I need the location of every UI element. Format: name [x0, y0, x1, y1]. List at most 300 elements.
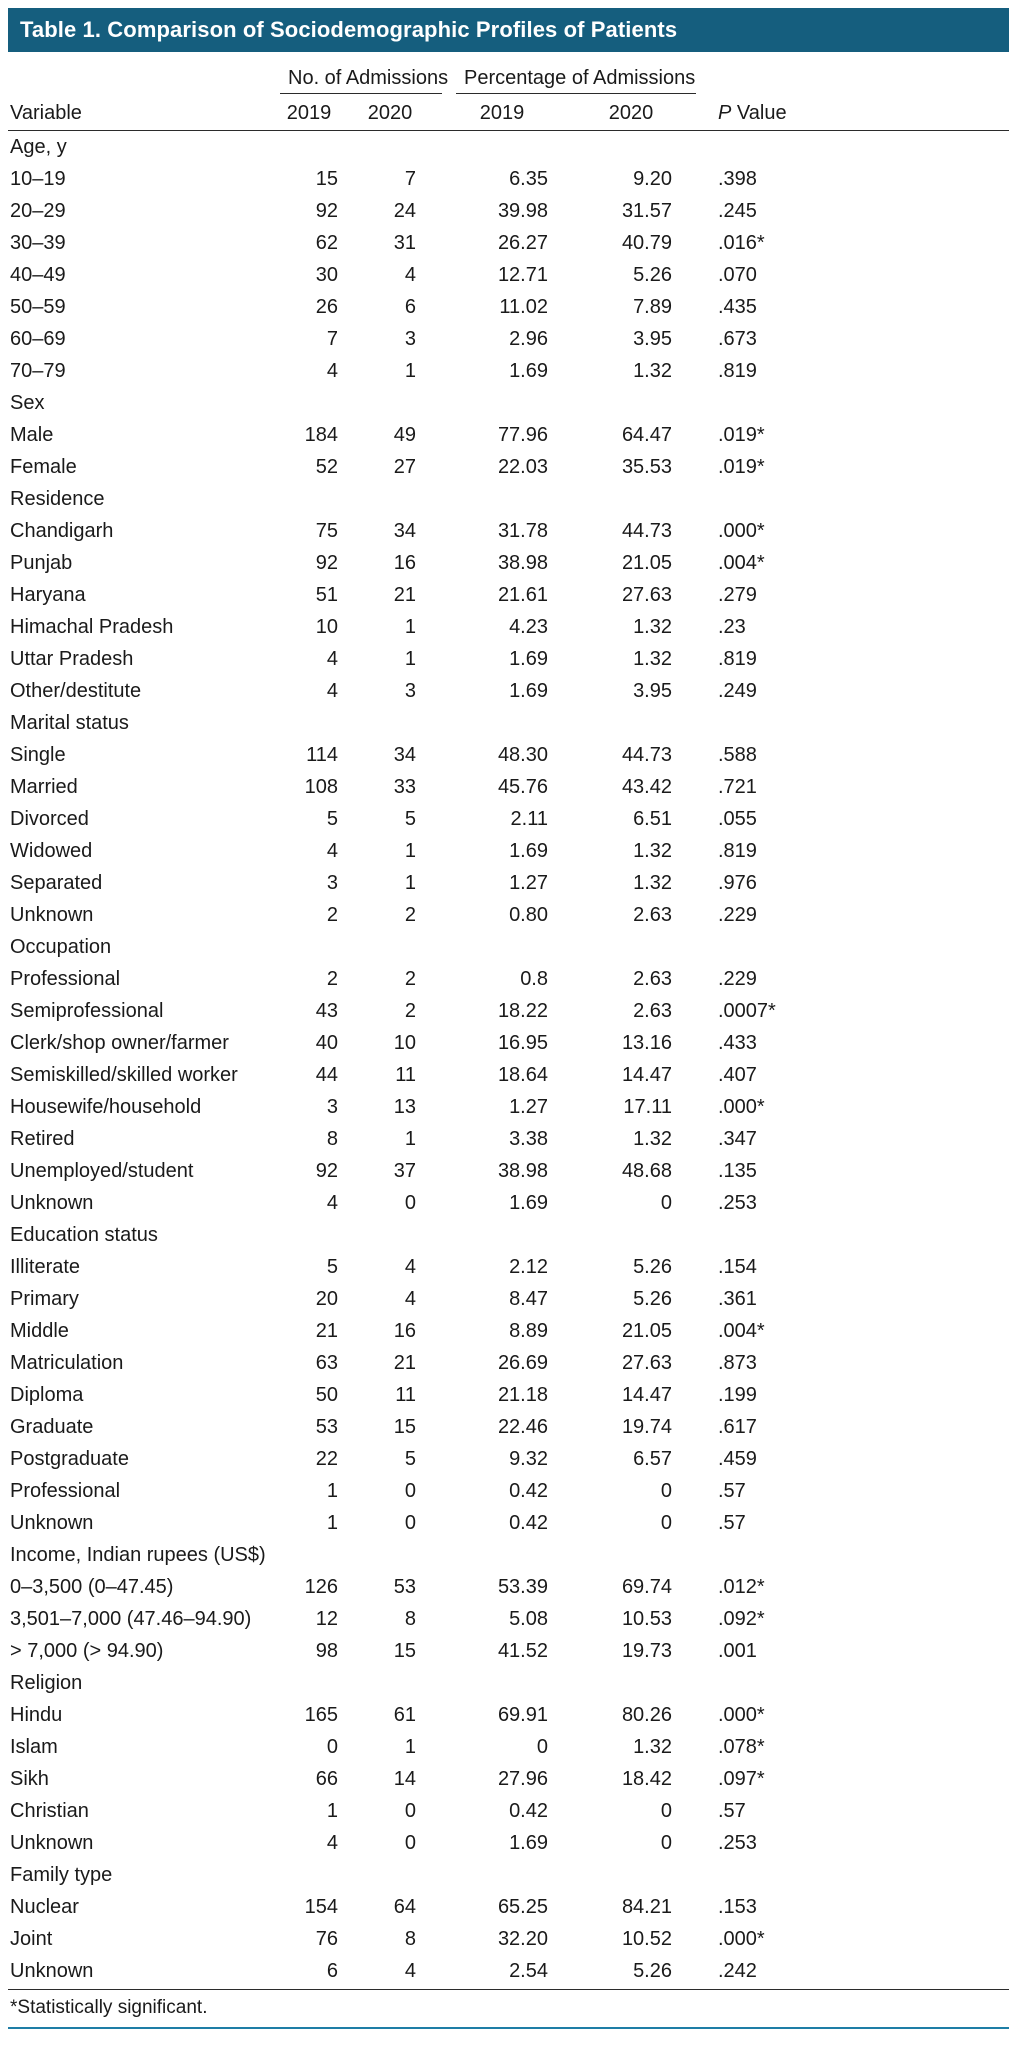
- cell-pct-2020: 1.32: [633, 1128, 672, 1150]
- section-label: Marital status: [10, 712, 129, 734]
- cell-adm-2019: 66: [315, 1768, 338, 1790]
- row-label: Widowed: [10, 840, 93, 862]
- cell-pct-2019: 2.11: [510, 808, 548, 830]
- cell-adm-2020: 53: [393, 1576, 416, 1598]
- cell-pct-2019: 26.27: [497, 232, 548, 254]
- cell-adm-2019: 40: [315, 1032, 338, 1054]
- cell-adm-2019: 53: [315, 1416, 338, 1438]
- table-row: [8, 611, 1009, 643]
- cell-adm-2020: 5: [404, 808, 416, 830]
- row-label: Haryana: [10, 584, 86, 606]
- cell-p-value: .253: [718, 1192, 757, 1214]
- table-row: [8, 1027, 1009, 1059]
- cell-p-value: .000*: [718, 1096, 765, 1118]
- section-label: Income, Indian rupees (US$): [10, 1544, 266, 1566]
- cell-pct-2020: 18.42: [621, 1768, 672, 1790]
- row-label: Graduate: [10, 1416, 94, 1438]
- cell-pct-2019: 2.96: [509, 328, 548, 350]
- cell-pct-2020: 0: [660, 1800, 672, 1822]
- row-label: Housewife/household: [10, 1096, 202, 1118]
- cell-p-value: .070: [718, 264, 757, 286]
- cell-pct-2019: 8.47: [509, 1288, 548, 1310]
- section-header-row: [8, 387, 1009, 419]
- cell-pct-2019: 9.32: [509, 1448, 548, 1470]
- cell-adm-2020: 3: [404, 680, 416, 702]
- cell-adm-2020: 34: [393, 744, 416, 766]
- cell-adm-2019: 43: [315, 1000, 338, 1022]
- table-title-bar: [8, 8, 1009, 52]
- cell-pct-2020: 27.63: [621, 1352, 672, 1374]
- cell-adm-2020: 3: [404, 328, 416, 350]
- cell-pct-2019: 18.64: [497, 1064, 548, 1086]
- section-header-row: [8, 931, 1009, 963]
- cell-pct-2020: 2.63: [633, 968, 672, 990]
- table-row: [8, 771, 1009, 803]
- cell-pct-2019: 53.39: [497, 1576, 548, 1598]
- table-row: [8, 515, 1009, 547]
- cell-p-value: .000*: [718, 520, 765, 542]
- row-label: Unknown: [10, 1512, 94, 1534]
- table-row: [8, 1603, 1009, 1635]
- cell-p-value: .019*: [718, 424, 765, 446]
- cell-p-value: .019*: [718, 456, 765, 478]
- cell-adm-2020: 15: [393, 1640, 416, 1662]
- table-row: [8, 1059, 1009, 1091]
- row-label: 40–49: [10, 264, 66, 286]
- cell-pct-2020: 48.68: [621, 1160, 672, 1182]
- section-header-row: [8, 1539, 1009, 1571]
- cell-pct-2019: 39.98: [497, 200, 548, 222]
- row-label: Unknown: [10, 1960, 94, 1982]
- cell-adm-2019: 4: [326, 648, 338, 670]
- table-row: [8, 1891, 1009, 1923]
- p-value-rest: Value: [736, 102, 787, 124]
- cell-adm-2019: 4: [326, 840, 338, 862]
- cell-pct-2020: 35.53: [621, 456, 672, 478]
- cell-adm-2019: 1: [326, 1800, 338, 1822]
- cell-pct-2019: 1.69: [509, 1192, 548, 1214]
- row-label: 30–39: [10, 232, 66, 254]
- row-label: Joint: [10, 1928, 53, 1950]
- cell-p-value: .092*: [718, 1608, 765, 1630]
- cell-adm-2020: 1: [404, 1128, 416, 1150]
- cell-adm-2020: 15: [393, 1416, 416, 1438]
- cell-adm-2020: 1: [404, 840, 416, 862]
- cell-pct-2019: 26.69: [497, 1352, 548, 1374]
- table-row: [8, 451, 1009, 483]
- section-label: Religion: [10, 1672, 83, 1694]
- row-label: Uttar Pradesh: [10, 648, 134, 670]
- cell-adm-2019: 4: [326, 1832, 338, 1854]
- table-body: [8, 131, 1009, 1987]
- cell-adm-2019: 5: [326, 1256, 338, 1278]
- cell-p-value: .588: [718, 744, 757, 766]
- cell-pct-2020: 13.16: [621, 1032, 672, 1054]
- cell-p-value: .153: [718, 1896, 757, 1918]
- cell-pct-2019: 0: [536, 1736, 548, 1758]
- cell-adm-2020: 1: [404, 360, 416, 382]
- section-label: Occupation: [10, 936, 112, 958]
- cell-adm-2020: 4: [404, 264, 416, 286]
- cell-pct-2019: 3.38: [509, 1128, 548, 1150]
- row-label: 50–59: [10, 296, 66, 318]
- table-row: [8, 323, 1009, 355]
- cell-pct-2020: 1.32: [633, 648, 672, 670]
- cell-pct-2019: 4.23: [509, 616, 548, 638]
- table-title: Table 1. Comparison of Sociodemographic Profiles of Patients: [20, 17, 678, 42]
- cell-adm-2020: 4: [404, 1256, 416, 1278]
- cell-adm-2019: 1: [326, 1512, 338, 1534]
- row-label: 20–29: [10, 200, 66, 222]
- cell-adm-2019: 92: [315, 1160, 338, 1182]
- cell-adm-2019: 63: [315, 1352, 338, 1374]
- cell-pct-2020: 44.73: [621, 744, 672, 766]
- cell-pct-2019: 12.71: [497, 264, 548, 286]
- cell-pct-2020: 0: [660, 1832, 672, 1854]
- table-row: [8, 675, 1009, 707]
- cell-pct-2020: 2.63: [633, 904, 672, 926]
- table-row: [8, 1123, 1009, 1155]
- cell-pct-2019: 0.42: [509, 1480, 548, 1502]
- cell-adm-2019: 2: [326, 968, 338, 990]
- cell-adm-2019: 92: [315, 200, 338, 222]
- table-row: [8, 803, 1009, 835]
- cell-adm-2019: 76: [315, 1928, 338, 1950]
- cell-adm-2019: 126: [304, 1576, 338, 1598]
- cell-adm-2019: 15: [315, 168, 338, 190]
- table-row: [8, 1699, 1009, 1731]
- table-row: [8, 195, 1009, 227]
- cell-adm-2019: 1: [326, 1480, 338, 1502]
- table-row: [8, 963, 1009, 995]
- cell-pct-2020: 7.89: [633, 296, 672, 318]
- cell-pct-2020: 69.74: [621, 1576, 672, 1598]
- cell-pct-2019: 1.27: [509, 872, 548, 894]
- cell-adm-2019: 10: [315, 616, 338, 638]
- table-row: [8, 1187, 1009, 1219]
- table-row: [8, 995, 1009, 1027]
- table-row: [8, 739, 1009, 771]
- column-group-header-row: [8, 62, 1009, 94]
- cell-adm-2020: 27: [393, 456, 416, 478]
- cell-pct-2019: 5.08: [509, 1608, 548, 1630]
- cell-pct-2019: 0.8: [520, 968, 548, 990]
- row-label: Divorced: [10, 808, 89, 830]
- cell-adm-2019: 52: [315, 456, 338, 478]
- table-row: [8, 1827, 1009, 1859]
- cell-adm-2020: 4: [404, 1288, 416, 1310]
- row-label: Middle: [10, 1320, 69, 1342]
- cell-pct-2019: 1.69: [509, 648, 548, 670]
- row-label: Married: [10, 776, 78, 798]
- cell-adm-2020: 21: [393, 584, 416, 606]
- section-label: Education status: [10, 1224, 158, 1246]
- cell-adm-2019: 0: [326, 1736, 338, 1758]
- table-row: [8, 547, 1009, 579]
- cell-adm-2020: 0: [404, 1800, 416, 1822]
- table-row: [8, 1155, 1009, 1187]
- cell-adm-2019: 108: [304, 776, 338, 798]
- cell-p-value: .135: [718, 1160, 757, 1182]
- table-row: [8, 227, 1009, 259]
- section-label: Residence: [10, 488, 105, 510]
- cell-pct-2019: 31.78: [497, 520, 548, 542]
- cell-pct-2019: 1.69: [509, 840, 548, 862]
- table-row: [8, 419, 1009, 451]
- row-label: Chandigarh: [10, 520, 114, 542]
- cell-adm-2020: 2: [404, 1000, 416, 1022]
- cell-adm-2020: 0: [404, 1512, 416, 1534]
- cell-pct-2020: 40.79: [621, 232, 672, 254]
- cell-adm-2020: 61: [393, 1704, 416, 1726]
- cell-pct-2019: 27.96: [497, 1768, 548, 1790]
- cell-adm-2019: 75: [315, 520, 338, 542]
- cell-pct-2020: 5.26: [633, 1256, 672, 1278]
- table-row: [8, 259, 1009, 291]
- cell-adm-2020: 11: [395, 1064, 416, 1086]
- cell-pct-2020: 10.52: [621, 1928, 672, 1950]
- cell-pct-2019: 11.02: [499, 296, 548, 318]
- section-label: Family type: [10, 1864, 113, 1886]
- cell-pct-2020: 21.05: [621, 1320, 672, 1342]
- cell-adm-2020: 1: [404, 1736, 416, 1758]
- row-label: Semiskilled/skilled worker: [10, 1064, 238, 1086]
- cell-pct-2019: 22.03: [497, 456, 548, 478]
- cell-p-value: .001: [718, 1640, 757, 1662]
- cell-adm-2020: 5: [404, 1448, 416, 1470]
- cell-adm-2019: 22: [315, 1448, 338, 1470]
- row-label: Himachal Pradesh: [10, 616, 174, 638]
- col-header-adm-2019: 2019: [286, 102, 332, 124]
- cell-p-value: .407: [718, 1064, 757, 1086]
- table-row: [8, 1091, 1009, 1123]
- cell-p-value: .57: [718, 1512, 746, 1534]
- cell-p-value: .57: [718, 1480, 746, 1502]
- table-row: [8, 1443, 1009, 1475]
- table-row: [8, 355, 1009, 387]
- table-row: [8, 1315, 1009, 1347]
- cell-pct-2019: 21.61: [497, 584, 548, 606]
- col-header-pct-2019: 2019: [479, 102, 525, 124]
- cell-pct-2019: 1.69: [509, 360, 548, 382]
- table-row: [8, 163, 1009, 195]
- cell-p-value: .249: [718, 680, 757, 702]
- cell-pct-2020: 5.26: [633, 1960, 672, 1982]
- cell-p-value: .459: [718, 1448, 757, 1470]
- cell-adm-2020: 16: [393, 1320, 416, 1342]
- table-row: [8, 1379, 1009, 1411]
- cell-pct-2019: 0.42: [509, 1800, 548, 1822]
- cell-p-value: .229: [718, 904, 757, 926]
- cell-adm-2020: 1: [404, 648, 416, 670]
- section-header-row: [8, 131, 1009, 163]
- cell-adm-2019: 165: [304, 1704, 338, 1726]
- row-label: Postgraduate: [10, 1448, 129, 1470]
- row-label: 60–69: [10, 328, 66, 350]
- row-label: Diploma: [10, 1384, 84, 1406]
- cell-pct-2020: 2.63: [633, 1000, 672, 1022]
- cell-pct-2019: 0.42: [509, 1512, 548, 1534]
- cell-pct-2019: 38.98: [497, 1160, 548, 1182]
- cell-pct-2020: 44.73: [621, 520, 672, 542]
- cell-adm-2019: 4: [326, 680, 338, 702]
- row-label: Unemployed/student: [10, 1160, 194, 1182]
- cell-pct-2019: 38.98: [497, 552, 548, 574]
- cell-pct-2020: 9.20: [633, 168, 672, 190]
- cell-p-value: .245: [718, 200, 757, 222]
- cell-p-value: .253: [718, 1832, 757, 1854]
- row-label: Professional: [10, 968, 121, 990]
- cell-pct-2020: 0: [660, 1512, 672, 1534]
- cell-pct-2019: 48.30: [497, 744, 548, 766]
- cell-adm-2019: 26: [315, 296, 338, 318]
- cell-p-value: .0007*: [718, 1000, 776, 1022]
- cell-p-value: .398: [718, 168, 757, 190]
- cell-pct-2020: 1.32: [633, 1736, 672, 1758]
- cell-adm-2019: 114: [306, 744, 338, 766]
- table-row: [8, 1955, 1009, 1987]
- row-label: Other/destitute: [10, 680, 142, 702]
- cell-pct-2019: 1.27: [509, 1096, 548, 1118]
- cell-p-value: .199: [718, 1384, 757, 1406]
- cell-pct-2020: 21.05: [621, 552, 672, 574]
- table-row: [8, 867, 1009, 899]
- cell-pct-2020: 6.51: [633, 808, 672, 830]
- cell-adm-2019: 184: [304, 424, 338, 446]
- cell-p-value: .055: [718, 808, 757, 830]
- table-row: [8, 1411, 1009, 1443]
- section-label: Sex: [10, 392, 45, 414]
- cell-p-value: .097*: [718, 1768, 765, 1790]
- cell-adm-2020: 49: [393, 424, 416, 446]
- section-header-row: [8, 1859, 1009, 1891]
- cell-pct-2019: 22.46: [497, 1416, 548, 1438]
- cell-pct-2020: 64.47: [621, 424, 672, 446]
- row-label: Semiprofessional: [10, 1000, 164, 1022]
- cell-adm-2020: 0: [404, 1480, 416, 1502]
- cell-pct-2020: 0: [660, 1480, 672, 1502]
- cell-adm-2020: 14: [393, 1768, 416, 1790]
- cell-adm-2019: 98: [315, 1640, 338, 1662]
- cell-adm-2019: 20: [315, 1288, 338, 1310]
- section-header-row: [8, 483, 1009, 515]
- cell-p-value: .000*: [718, 1704, 765, 1726]
- row-label: Illiterate: [10, 1256, 81, 1278]
- cell-p-value: .721: [718, 776, 757, 798]
- table-row: [8, 1923, 1009, 1955]
- cell-p-value: .673: [718, 328, 757, 350]
- cell-adm-2020: 8: [404, 1928, 416, 1950]
- cell-pct-2020: 31.57: [621, 200, 672, 222]
- cell-adm-2019: 6: [326, 1960, 338, 1982]
- cell-p-value: .976: [718, 872, 757, 894]
- cell-pct-2019: 32.20: [497, 1928, 548, 1950]
- cell-adm-2019: 30: [315, 264, 338, 286]
- cell-adm-2020: 2: [404, 968, 416, 990]
- cell-pct-2019: 0.80: [509, 904, 548, 926]
- cell-adm-2020: 24: [393, 200, 416, 222]
- cell-adm-2020: 0: [404, 1192, 416, 1214]
- cell-p-value: .229: [718, 968, 757, 990]
- cell-adm-2020: 2: [404, 904, 416, 926]
- cell-adm-2020: 4: [404, 1960, 416, 1982]
- cell-pct-2019: 21.18: [497, 1384, 548, 1406]
- row-label: Unknown: [10, 904, 94, 926]
- table-row: [8, 1251, 1009, 1283]
- cell-p-value: .435: [718, 296, 757, 318]
- cell-pct-2019: 69.91: [497, 1704, 548, 1726]
- cell-adm-2020: 16: [393, 552, 416, 574]
- row-label: Separated: [10, 872, 103, 894]
- cell-pct-2020: 17.11: [623, 1096, 672, 1118]
- row-label: Nuclear: [10, 1896, 79, 1918]
- col-header-p-value: [710, 102, 1009, 130]
- cell-pct-2019: 77.96: [497, 424, 548, 446]
- row-label: Unknown: [10, 1192, 94, 1214]
- cell-pct-2020: 43.42: [621, 776, 672, 798]
- cell-pct-2020: 3.95: [633, 680, 672, 702]
- cell-p-value: .819: [718, 840, 757, 862]
- row-label: Hindu: [10, 1704, 63, 1726]
- cell-p-value: .23: [718, 616, 746, 638]
- cell-pct-2020: 5.26: [633, 1288, 672, 1310]
- row-label: 3,501–7,000 (47.46–94.90): [10, 1608, 252, 1630]
- table-row: [8, 643, 1009, 675]
- table-row: [8, 1347, 1009, 1379]
- cell-adm-2020: 8: [404, 1608, 416, 1630]
- cell-pct-2020: 1.32: [633, 872, 672, 894]
- cell-pct-2020: 1.32: [633, 360, 672, 382]
- cell-adm-2020: 31: [393, 232, 416, 254]
- cell-p-value: .004*: [718, 1320, 765, 1342]
- row-label: Islam: [10, 1736, 58, 1758]
- cell-adm-2020: 0: [404, 1832, 416, 1854]
- table-bottom-rule: [8, 2027, 1009, 2029]
- cell-adm-2019: 62: [315, 232, 338, 254]
- cell-p-value: .819: [718, 648, 757, 670]
- row-label: Matriculation: [10, 1352, 124, 1374]
- cell-adm-2019: 92: [315, 552, 338, 574]
- row-label: Sikh: [10, 1768, 49, 1790]
- cell-p-value: .279: [718, 584, 757, 606]
- section-header-row: [8, 1667, 1009, 1699]
- cell-pct-2020: 0: [660, 1192, 672, 1214]
- cell-adm-2020: 7: [404, 168, 416, 190]
- cell-adm-2019: 12: [315, 1608, 338, 1630]
- cell-p-value: .57: [718, 1800, 746, 1822]
- cell-p-value: .433: [718, 1032, 757, 1054]
- row-label: 70–79: [10, 360, 66, 382]
- cell-adm-2019: 8: [326, 1128, 338, 1150]
- table-row: [8, 1635, 1009, 1667]
- row-label: Retired: [10, 1128, 75, 1150]
- cell-p-value: .000*: [718, 1928, 765, 1950]
- cell-adm-2020: 21: [393, 1352, 416, 1374]
- cell-pct-2020: 5.26: [633, 264, 672, 286]
- cell-pct-2020: 19.74: [621, 1416, 672, 1438]
- row-label: Punjab: [10, 552, 73, 574]
- cell-p-value: .819: [718, 360, 757, 382]
- cell-adm-2020: 34: [393, 520, 416, 542]
- cell-pct-2020: 10.53: [621, 1608, 672, 1630]
- cell-pct-2020: 80.26: [621, 1704, 672, 1726]
- cell-pct-2020: 19.73: [621, 1640, 672, 1662]
- cell-adm-2019: 3: [326, 1096, 338, 1118]
- row-label: Professional: [10, 1480, 121, 1502]
- table-row: [8, 899, 1009, 931]
- cell-adm-2020: 37: [393, 1160, 416, 1182]
- row-label: Single: [10, 744, 66, 766]
